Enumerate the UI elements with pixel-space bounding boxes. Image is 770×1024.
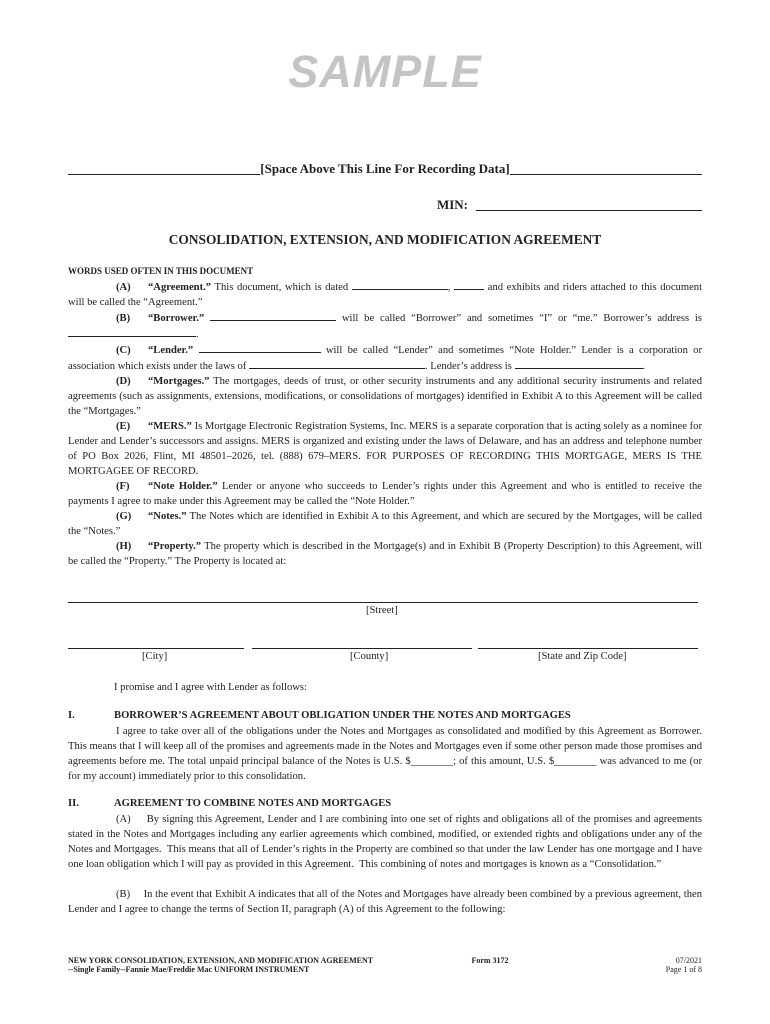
definition-lender: (C) “Lender.” will be called “Lender” and sometimes “Note Holder.” Lender is a corporation or association which exists under the laws of . Lender’s address is .: [68, 342, 702, 374]
section-1-text: I agree to take over all of the obligations under the Notes and Mortgages as consolidated and modified by this Agreement as Borrower. This means that I will keep all of the promises and agreements made in the Notes and Mortgages even if some other person made those promises and agreements before me. The total unpaid principal balance of the Notes is U.S. $________; of this amount, U.S. $________ was advanced to me (or for my account) immediately prior to this consolidation.: [68, 726, 702, 782]
min-line: [68, 196, 702, 213]
lender-address-blank[interactable]: [515, 358, 643, 369]
document-title: CONSOLIDATION, EXTENSION, AND MODIFICATION AGREEMENT: [168, 232, 602, 247]
promise-line: I promise and I agree with Lender as follows:: [114, 682, 307, 693]
definition-agreement: (A) “Agreement.” This document, which is dated , and exhibits and riders attached to this document will be called the “Agreement.”: [68, 279, 702, 310]
city-blank[interactable]: [68, 648, 244, 649]
state-zip-label: [State and Zip Code]: [538, 651, 627, 662]
county-blank[interactable]: [252, 648, 472, 649]
page-footer: [68, 956, 702, 974]
definition-property: (H) “Property.” The property which is described in the Mortgage(s) and in Exhibit B (Property Description) to this Agreement, will be called the “Property.” The Property is located at:: [68, 541, 702, 567]
section-1-heading: I. BORROWER’S AGREEMENT ABOUT OBLIGATION UNDER THE NOTES AND MORTGAGES: [68, 710, 571, 721]
lender-state-blank[interactable]: [249, 358, 425, 369]
state-zip-blank[interactable]: [478, 648, 698, 649]
words-heading: WORDS USED OFTEN IN THIS DOCUMENT: [68, 266, 254, 276]
footer-page-number: Page 1 of 8: [665, 965, 702, 974]
street-blank[interactable]: [68, 602, 698, 603]
recording-right-rule: [510, 160, 702, 175]
definition-note-holder: (F) “Note Holder.” Lender or anyone who succeeds to Lender’s rights under this Agreement and who is entitled to receive the payments I agree to make under this Agreement may be called the “Note Holder.”: [68, 481, 702, 507]
footer-form-number: Form 3172: [471, 956, 509, 965]
street-label: [Street]: [366, 605, 398, 616]
definition-mortgages: (D) “Mortgages.” The mortgages, deeds of trust, or other security instruments and any additional security instruments and related agreements (such as assignments, extensions, modifications, or consolidations of mortgages) identified in Exhibit A to this Agreement will be called the “Mortgages.”: [68, 376, 702, 417]
agreement-date-blank[interactable]: [352, 279, 448, 290]
section-2-paragraph-a: (A) By signing this Agreement, Lender and I are combining into one set of rights and obligations all of the promises and agreements stated in the Notes and Mortgages including any earlier agreements which combined, modified, or extended rights and obligations under any of the Notes and Mortgages. This means that all of Lender’s rights in the Property are combined so that under the law Lender has one mortgage and I have one loan obligation which I will pay as provided in this Agreement. This combining of notes and mortgages is known as a “Consolidation.”: [68, 814, 705, 870]
section-2-paragraph-b: (B) In the event that Exhibit A indicates that all of the Notes and Mortgages have already been combined by a previous agreement, then Lender and I agree to change the terms of Section II, paragraph (A) of this Agreement to the following:: [68, 889, 705, 915]
definition-notes: (G) “Notes.” The Notes which are identified in Exhibit A to this Agreement, and which are secured by the Mortgages, will be called the “Notes.”: [68, 511, 702, 537]
footer-form-title: NEW YORK CONSOLIDATION, EXTENSION, AND MODIFICATION AGREEMENT: [68, 956, 374, 965]
recording-line: [68, 160, 702, 177]
county-label: [County]: [350, 651, 389, 662]
section-2-heading: II. AGREEMENT TO COMBINE NOTES AND MORTGAGES: [68, 798, 392, 809]
definition-borrower: (B) “Borrower.” will be called “Borrower” and sometimes “I” or “me.” Borrower’s address is .: [68, 310, 702, 342]
sample-watermark: SAMPLE: [288, 46, 482, 97]
footer-date: 07/2021: [675, 956, 702, 965]
footer-instrument: --Single Family--Fannie Mae/Freddie Mac UNIFORM INSTRUMENT: [68, 965, 310, 974]
min-label: MIN:: [436, 197, 468, 212]
lender-name-blank[interactable]: [199, 342, 321, 353]
city-label: [City]: [142, 651, 168, 662]
recording-left-rule: [68, 160, 260, 175]
recording-label: [Space Above This Line For Recording Data]: [260, 161, 510, 176]
borrower-address-blank[interactable]: [68, 326, 196, 337]
min-blank[interactable]: [476, 196, 702, 211]
definitions-block: [68, 279, 702, 569]
agreement-year-blank[interactable]: [454, 279, 484, 290]
definition-mers: (E) “MERS.” Is Mortgage Electronic Registration Systems, Inc. MERS is a separate corporation that is acting solely as a nominee for Lender and Lender’s successors and assigns. MERS is organized and existing under the laws of Delaware, and has an address and telephone number of PO Box 2026, Flint, MI 48501–2026, tel. (888) 679–MERS. FOR PURPOSES OF RECORDING THIS MORTGAGE, MERS IS THE MORTGAGEE OF RECORD.: [68, 421, 702, 477]
borrower-name-blank[interactable]: [210, 310, 336, 321]
